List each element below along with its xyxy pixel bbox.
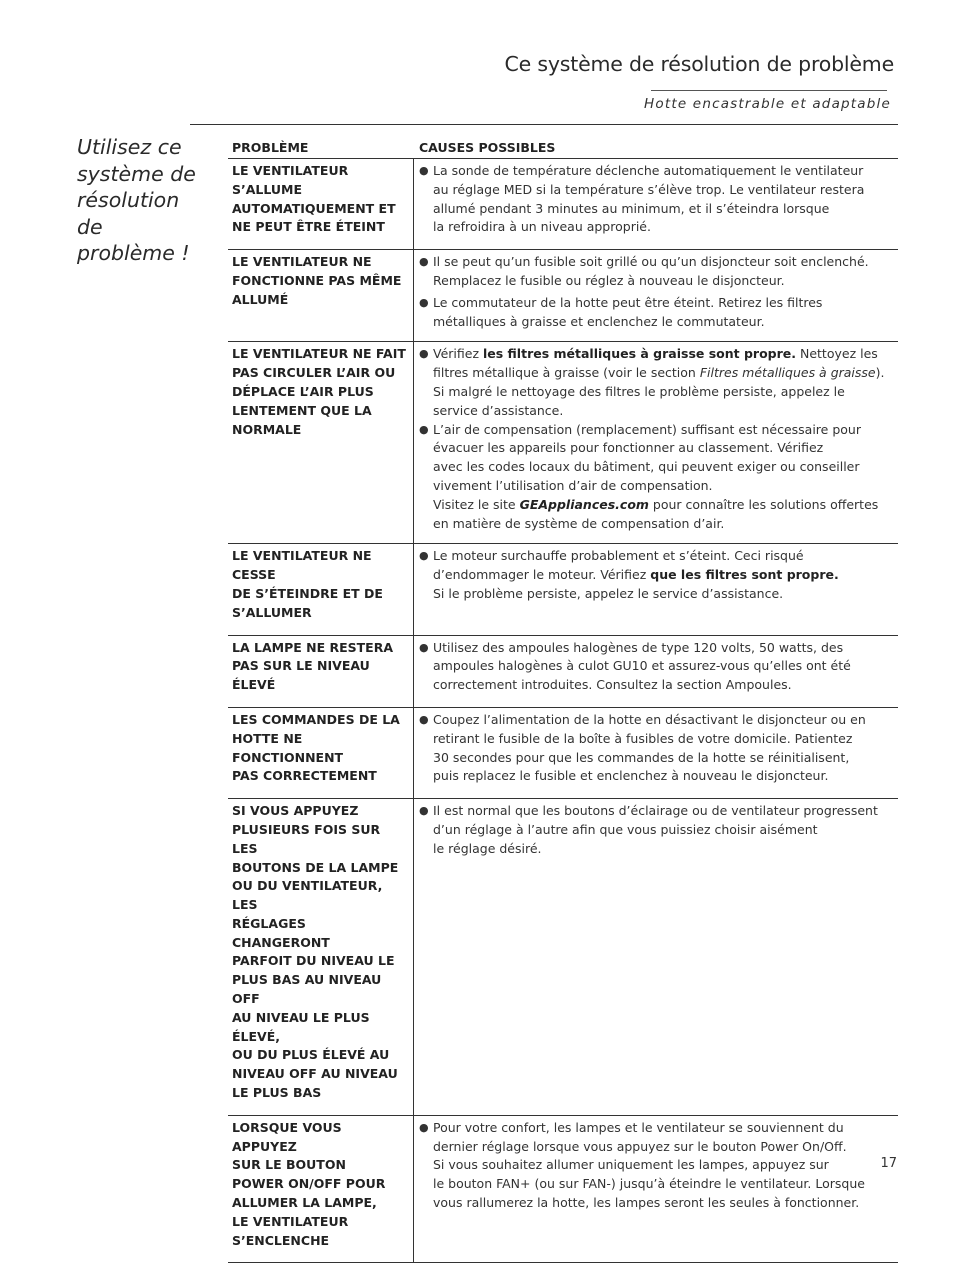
cause-line: 30 secondes pour que les commandes de la hotte se réinitialisent, (433, 749, 850, 765)
sidebar-line: problème ! (77, 241, 190, 265)
sidebar-title (77, 134, 197, 267)
table-row (228, 1116, 898, 1263)
cause-line: La sonde de température déclenche automatiquement le ventilateur (433, 163, 864, 178)
problem-line: ALLUMER LA LAMPE, (232, 1195, 377, 1211)
cause-line: évacuer les appareils pour fonctionner au classement. Vérifiez (433, 440, 824, 456)
problem-line: NIVEAU OFF AU NIVEAU (232, 1066, 398, 1082)
problem-line: DÉPLACE L’AIR PLUS (232, 383, 374, 399)
problem-line: SUR LE BOUTON (232, 1157, 346, 1173)
problem-line: BOUTONS DE LA LAMPE (232, 859, 399, 875)
cause-line: au réglage MED si la température s’élève trop. Le ventilateur restera (433, 181, 865, 197)
problem-line: RÉGLAGES CHANGERONT (232, 915, 330, 950)
causes-cell (414, 342, 898, 543)
page-header-title: Ce système de résolution de problème (504, 52, 894, 76)
cause-line: dernier réglage lorsque vous appuyez sur le bouton Power On/Off. (433, 1138, 847, 1154)
problem-cell (228, 636, 414, 707)
cause-line: L’air de compensation (remplacement) suffisant est nécessaire pour (433, 421, 861, 437)
website-link[interactable]: GEAppliances.com (519, 496, 649, 512)
problem-line: OU DU PLUS ÉLEVÉ AU (232, 1047, 390, 1063)
cause-line: ampoules halogènes à culot GU10 et assurez-vous qu’elles ont été (433, 658, 851, 674)
problem-cell (228, 250, 414, 341)
bold-text: que les filtres sont propre. (650, 567, 839, 583)
cause-line: Si vous souhaitez allumer uniquement les lampes, appuyez sur (433, 1157, 829, 1173)
cause-bullet (419, 547, 898, 603)
cause-line: Coupez l’alimentation de la hotte en désactivant le disjoncteur ou en (433, 711, 866, 727)
table-row (228, 636, 898, 708)
text-run: Vérifiez (433, 346, 483, 362)
bullet-dot: ● (419, 422, 429, 436)
problem-line: SI VOUS APPUYEZ (232, 803, 359, 819)
causes-cell (414, 708, 898, 798)
table-row (228, 708, 898, 799)
text-run: filtres métallique à graisse (voir le section (433, 365, 700, 381)
problem-cell (228, 799, 414, 1115)
cause-line: allumé pendant 3 minutes au minimum, et il s’éteindra lorsque (433, 200, 830, 216)
problem-line: NORMALE (232, 421, 302, 437)
italic-text: Filtres métalliques à graisse (699, 365, 876, 381)
table-row (228, 799, 898, 1116)
text-run: pour connaître les solutions offertes (648, 496, 879, 512)
cause-line: Le commutateur de la hotte peut être éteint. Retirez les filtres (433, 294, 823, 310)
bullet-dot: ● (419, 804, 429, 818)
bullet-dot: ● (419, 347, 429, 361)
bullet-dot: ● (419, 712, 429, 726)
problem-cell (228, 1116, 414, 1263)
cause-bullet (419, 421, 898, 534)
cause-bullet (419, 294, 898, 332)
problem-line: ALLUMÉ (232, 291, 289, 307)
problem-line: AUTOMATIQUEMENT ET (232, 200, 396, 216)
cause-line (433, 364, 898, 383)
problem-line: PAS CORRECTEMENT (232, 768, 377, 784)
cause-line (433, 496, 898, 515)
problem-line: LE VENTILATEUR NE FAIT (232, 346, 406, 362)
cause-line (433, 345, 898, 364)
bold-text: les filtres métalliques à graisse sont propre. (482, 346, 797, 362)
cause-line: retirant le fusible de la boîte à fusibles de votre domicile. Patientez (433, 730, 853, 746)
cause-line: service d’assistance. (433, 402, 564, 418)
cause-bullet (419, 1119, 898, 1213)
bullet-dot: ● (419, 549, 429, 563)
table-row (228, 544, 898, 635)
page-header-subtitle: Hotte encastrable et adaptable (644, 96, 891, 112)
text-run: Nettoyez les (796, 346, 878, 362)
table-header (228, 136, 898, 159)
causes-cell (414, 799, 898, 1115)
sidebar-line: système de (77, 161, 196, 186)
sidebar-line: Utilisez ce (77, 135, 182, 159)
troubleshooting-table (228, 136, 898, 1263)
cause-line: Utilisez des ampoules halogènes de type 120 volts, 50 watts, des (433, 639, 844, 655)
text-run: d’endommager le moteur. Vérifiez (433, 567, 651, 583)
page-number: 17 (880, 1156, 897, 1171)
problem-line: PARFOIT DU NIVEAU LE (232, 953, 395, 969)
sidebar-line: résolution (77, 188, 180, 212)
cause-bullet (419, 639, 898, 695)
problem-line: DE S’ÉTEINDRE ET DE (232, 585, 383, 601)
cause-line: Si le problème persiste, appelez le service d’assistance. (433, 585, 784, 601)
problem-line: LE VENTILATEUR NE (232, 254, 372, 270)
causes-cell (414, 250, 898, 341)
cause-line: Si malgré le nettoyage des filtres le problème persiste, appelez le (433, 383, 845, 399)
cause-line: correctement introduites. Consultez la section Ampoules. (433, 677, 792, 693)
column-header-problem: PROBLÈME (232, 140, 309, 155)
bullet-dot: ● (419, 295, 429, 309)
cause-bullet (419, 253, 898, 291)
problem-line: S’ENCLENCHE (232, 1232, 330, 1248)
causes-cell (414, 636, 898, 707)
cause-bullet (419, 162, 898, 237)
problem-line: LE VENTILATEUR NE CESSE (232, 548, 372, 583)
cause-line: Remplacez le fusible ou réglez à nouveau le disjoncteur. (433, 272, 785, 288)
problem-line: PLUSIEURS FOIS SUR LES (232, 821, 381, 856)
problem-line: LE PLUS BAS (232, 1085, 322, 1101)
cause-line: le bouton FAN+ (ou sur FAN-) jusqu’à éteindre le ventilateur. Lorsque (433, 1176, 865, 1192)
problem-line: OU DU VENTILATEUR, LES (232, 878, 383, 913)
problem-line: AU NIVEAU LE PLUS ÉLEVÉ, (232, 1009, 370, 1044)
problem-line: POWER ON/OFF POUR (232, 1176, 386, 1192)
problem-cell (228, 159, 414, 249)
bullet-dot: ● (419, 640, 429, 654)
causes-cell (414, 159, 898, 249)
header-divider (651, 90, 887, 91)
cause-bullet (419, 711, 898, 786)
text-run: ). (875, 365, 885, 381)
cause-line: Il se peut qu’un fusible soit grillé ou qu’un disjoncteur soit enclenché. (433, 254, 869, 270)
problem-line: PLUS BAS AU NIVEAU OFF (232, 972, 382, 1007)
table-row (228, 159, 898, 250)
column-header-causes: CAUSES POSSIBLES (419, 140, 556, 155)
table-row (228, 250, 898, 342)
bullet-dot: ● (419, 255, 429, 269)
cause-line: puis replacez le fusible et enclenchez à nouveau le disjoncteur. (433, 768, 829, 784)
cause-line: vous rallumerez la hotte, les lampes seront les seules à fonctionner. (433, 1195, 860, 1211)
cause-line: en matière de système de compensation d’air. (433, 515, 725, 531)
cause-line: d’un réglage à l’autre afin que vous puissiez choisir aisément (433, 821, 818, 837)
cause-line: Le moteur surchauffe probablement et s’éteint. Ceci risqué (433, 548, 804, 564)
text-run: Visitez le site (433, 496, 520, 512)
cause-line: le réglage désiré. (433, 840, 542, 856)
sidebar-line: de (77, 214, 103, 239)
cause-bullet (419, 802, 898, 858)
problem-cell (228, 708, 414, 798)
problem-line: LES COMMANDES DE LA (232, 711, 400, 727)
problem-line: S’ALLUMER (232, 604, 312, 620)
problem-line: PAS CIRCULER L’AIR OU (232, 365, 396, 381)
cause-line: la refroidira à un niveau approprié. (433, 219, 651, 235)
cause-line: vivement l’utilisation d’air de compensation. (433, 477, 713, 493)
problem-line: LA LAMPE NE RESTERA (232, 639, 394, 655)
cause-line: Pour votre confort, les lampes et le ventilateur se souviennent du (433, 1119, 844, 1135)
bullet-dot: ● (419, 164, 429, 177)
causes-cell (414, 544, 898, 634)
problem-line: PAS SUR LE NIVEAU ÉLEVÉ (232, 658, 370, 693)
problem-line: FONCTIONNE PAS MÊME (232, 272, 402, 288)
problem-line: HOTTE NE FONCTIONNENT (232, 730, 344, 765)
cause-bullet (419, 345, 898, 420)
problem-line: LE VENTILATEUR (232, 1213, 349, 1229)
problem-line: LENTEMENT QUE LA (232, 402, 372, 418)
problem-line: LE VENTILATEUR S’ALLUME (232, 163, 349, 197)
bullet-dot: ● (419, 1120, 429, 1134)
problem-line: NE PEUT ÊTRE ÉTEINT (232, 219, 385, 235)
problem-line: LORSQUE VOUS APPUYEZ (232, 1119, 342, 1154)
problem-cell (228, 544, 414, 634)
cause-line: avec les codes locaux du bâtiment, qui peuvent exiger ou conseiller (433, 459, 860, 475)
cause-line: métalliques à graisse et enclenchez le commutateur. (433, 313, 765, 329)
table-row (228, 342, 898, 544)
causes-cell (414, 1116, 898, 1263)
problem-cell (228, 342, 414, 543)
cause-line (433, 566, 898, 585)
section-top-rule (190, 124, 898, 125)
cause-line: Il est normal que les boutons d’éclairage ou de ventilateur progressent (433, 803, 878, 819)
